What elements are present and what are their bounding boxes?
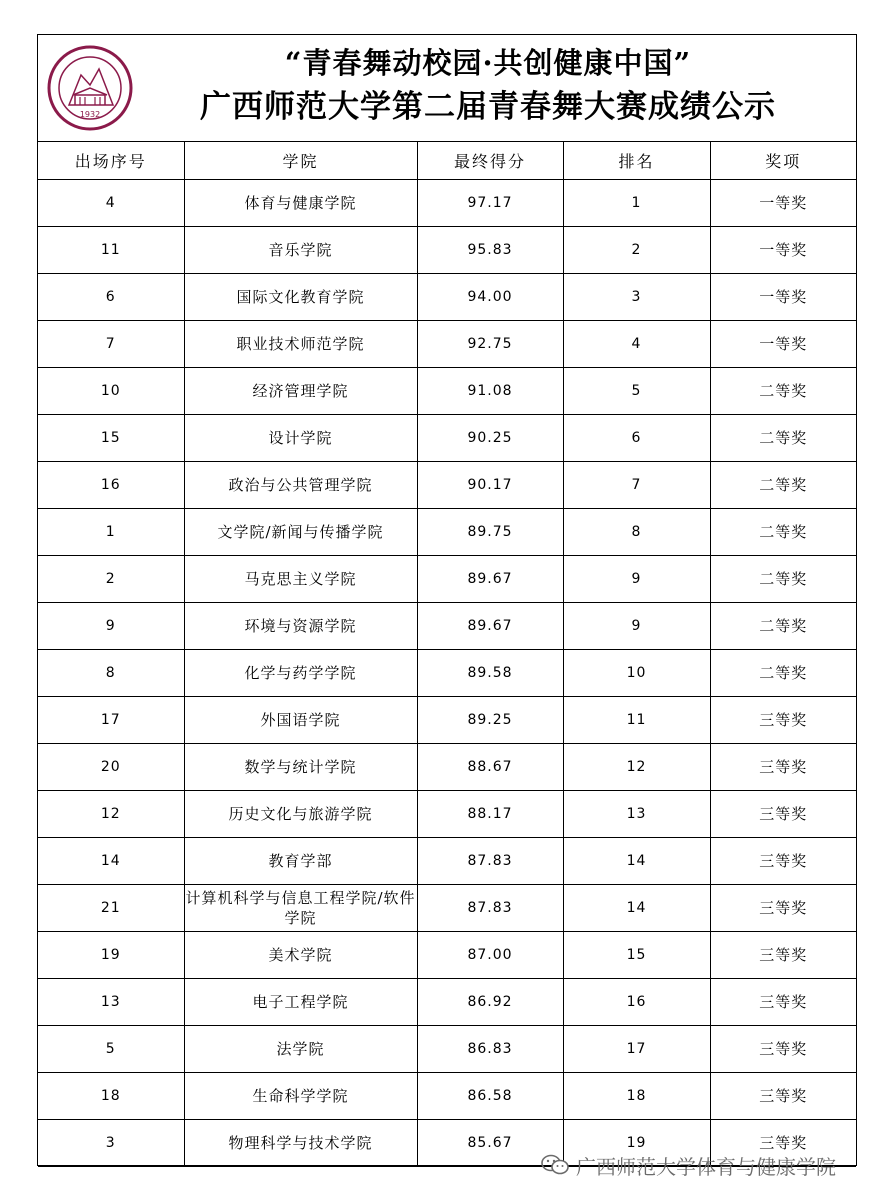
cell-order: 3: [38, 1120, 184, 1167]
cell-score: 87.00: [417, 932, 563, 979]
title-main: 广西师范大学第二届青春舞大赛成绩公示: [200, 89, 776, 125]
table-row: [38, 603, 856, 650]
table-row: [38, 1073, 856, 1120]
cell-rank: 6: [563, 415, 710, 462]
table-row: [38, 838, 856, 885]
cell-college: 数学与统计学院: [184, 744, 417, 791]
cell-rank: 12: [563, 744, 710, 791]
cell-rank: 9: [563, 603, 710, 650]
cell-college: 音乐学院: [184, 227, 417, 274]
cell-order: 12: [38, 791, 184, 838]
cell-award: 二等奖: [710, 650, 856, 697]
table-header-row: [38, 142, 856, 180]
cell-score: 89.67: [417, 556, 563, 603]
cell-college: 化学与药学学院: [184, 650, 417, 697]
document-header: [38, 35, 856, 142]
cell-award: 一等奖: [710, 321, 856, 368]
cell-order: 15: [38, 415, 184, 462]
cell-order: 10: [38, 368, 184, 415]
cell-rank: 14: [563, 885, 710, 932]
cell-award: 一等奖: [710, 180, 856, 227]
cell-score: 87.83: [417, 885, 563, 932]
cell-award: 三等奖: [710, 744, 856, 791]
cell-order: 7: [38, 321, 184, 368]
wechat-icon: [540, 1153, 570, 1177]
cell-award: 二等奖: [710, 415, 856, 462]
cell-rank: 15: [563, 932, 710, 979]
table-row: [38, 415, 856, 462]
table-row: [38, 509, 856, 556]
cell-order: 1: [38, 509, 184, 556]
table-row: [38, 227, 856, 274]
cell-college: 外国语学院: [184, 697, 417, 744]
cell-award: 三等奖: [710, 885, 856, 932]
cell-college: 职业技术师范学院: [184, 321, 417, 368]
cell-score: 97.17: [417, 180, 563, 227]
cell-rank: 3: [563, 274, 710, 321]
cell-rank: 10: [563, 650, 710, 697]
cell-order: 17: [38, 697, 184, 744]
cell-rank: 18: [563, 1073, 710, 1120]
cell-award: 三等奖: [710, 979, 856, 1026]
cell-score: 86.83: [417, 1026, 563, 1073]
cell-order: 2: [38, 556, 184, 603]
cell-award: 二等奖: [710, 368, 856, 415]
cell-college: 政治与公共管理学院: [184, 462, 417, 509]
wechat-watermark: [540, 1150, 836, 1180]
cell-award: 二等奖: [710, 509, 856, 556]
table-row: [38, 650, 856, 697]
cell-college: 文学院/新闻与传播学院: [184, 509, 417, 556]
cell-order: 19: [38, 932, 184, 979]
cell-rank: 16: [563, 979, 710, 1026]
cell-college: 电子工程学院: [184, 979, 417, 1026]
cell-college: 马克思主义学院: [184, 556, 417, 603]
cell-score: 88.67: [417, 744, 563, 791]
cell-score: 86.92: [417, 979, 563, 1026]
logo-year: 1932: [79, 110, 101, 119]
table-row: [38, 180, 856, 227]
results-table: [38, 142, 856, 1167]
cell-award: 一等奖: [710, 274, 856, 321]
table-row: [38, 556, 856, 603]
cell-order: 20: [38, 744, 184, 791]
col-header-award: 奖项: [710, 142, 856, 180]
table-row: [38, 791, 856, 838]
table-row: [38, 932, 856, 979]
cell-college: 经济管理学院: [184, 368, 417, 415]
cell-college: 物理科学与技术学院: [184, 1120, 417, 1167]
cell-score: 88.17: [417, 791, 563, 838]
col-header-rank: 排名: [563, 142, 710, 180]
cell-order: 14: [38, 838, 184, 885]
table-row: [38, 1026, 856, 1073]
cell-score: 89.25: [417, 697, 563, 744]
table-row: [38, 321, 856, 368]
cell-score: 92.75: [417, 321, 563, 368]
table-row: [38, 462, 856, 509]
cell-order: 18: [38, 1073, 184, 1120]
cell-college: 体育与健康学院: [184, 180, 417, 227]
cell-order: 16: [38, 462, 184, 509]
results-document: [37, 34, 857, 1166]
cell-college: 教育学部: [184, 838, 417, 885]
cell-rank: 14: [563, 838, 710, 885]
cell-score: 89.58: [417, 650, 563, 697]
cell-order: 6: [38, 274, 184, 321]
cell-score: 89.75: [417, 509, 563, 556]
cell-award: 二等奖: [710, 603, 856, 650]
cell-award: 三等奖: [710, 1026, 856, 1073]
cell-score: 90.17: [417, 462, 563, 509]
university-logo: [47, 45, 133, 131]
cell-score: 94.00: [417, 274, 563, 321]
cell-rank: 1: [563, 180, 710, 227]
cell-rank: 5: [563, 368, 710, 415]
cell-rank: 9: [563, 556, 710, 603]
cell-college: 国际文化教育学院: [184, 274, 417, 321]
col-header-score: 最终得分: [417, 142, 563, 180]
cell-college: 法学院: [184, 1026, 417, 1073]
cell-order: 21: [38, 885, 184, 932]
cell-award: 二等奖: [710, 556, 856, 603]
cell-rank: 13: [563, 791, 710, 838]
cell-college: 计算机科学与信息工程学院/软件学院: [184, 885, 417, 932]
cell-rank: 11: [563, 697, 710, 744]
table-row: [38, 744, 856, 791]
cell-rank: 2: [563, 227, 710, 274]
col-header-order: 出场序号: [38, 142, 184, 180]
title-slogan: “青春舞动校园·共创健康中国”: [284, 46, 692, 80]
cell-score: 91.08: [417, 368, 563, 415]
cell-rank: 19: [563, 1120, 710, 1167]
cell-order: 4: [38, 180, 184, 227]
cell-award: 三等奖: [710, 838, 856, 885]
cell-order: 9: [38, 603, 184, 650]
cell-award: 三等奖: [710, 932, 856, 979]
table-row: [38, 979, 856, 1026]
table-row: [38, 697, 856, 744]
table-row: [38, 368, 856, 415]
cell-college: 设计学院: [184, 415, 417, 462]
cell-order: 5: [38, 1026, 184, 1073]
cell-college: 历史文化与旅游学院: [184, 791, 417, 838]
col-header-college: 学院: [184, 142, 417, 180]
cell-order: 13: [38, 979, 184, 1026]
cell-score: 86.58: [417, 1073, 563, 1120]
cell-score: 87.83: [417, 838, 563, 885]
cell-score: 89.67: [417, 603, 563, 650]
cell-award: 三等奖: [710, 697, 856, 744]
cell-score: 85.67: [417, 1120, 563, 1167]
cell-college: 生命科学学院: [184, 1073, 417, 1120]
cell-college: 环境与资源学院: [184, 603, 417, 650]
cell-award: 三等奖: [710, 791, 856, 838]
table-row: [38, 885, 856, 932]
watermark-text: 广西师范大学体育与健康学院: [576, 1154, 836, 1179]
table-row: [38, 274, 856, 321]
cell-rank: 17: [563, 1026, 710, 1073]
cell-award: 三等奖: [710, 1073, 856, 1120]
cell-award: 三等奖: [710, 1120, 856, 1167]
cell-rank: 8: [563, 509, 710, 556]
cell-college: 美术学院: [184, 932, 417, 979]
cell-score: 95.83: [417, 227, 563, 274]
cell-score: 90.25: [417, 415, 563, 462]
cell-rank: 4: [563, 321, 710, 368]
cell-rank: 7: [563, 462, 710, 509]
cell-order: 8: [38, 650, 184, 697]
cell-award: 一等奖: [710, 227, 856, 274]
cell-award: 二等奖: [710, 462, 856, 509]
cell-order: 11: [38, 227, 184, 274]
